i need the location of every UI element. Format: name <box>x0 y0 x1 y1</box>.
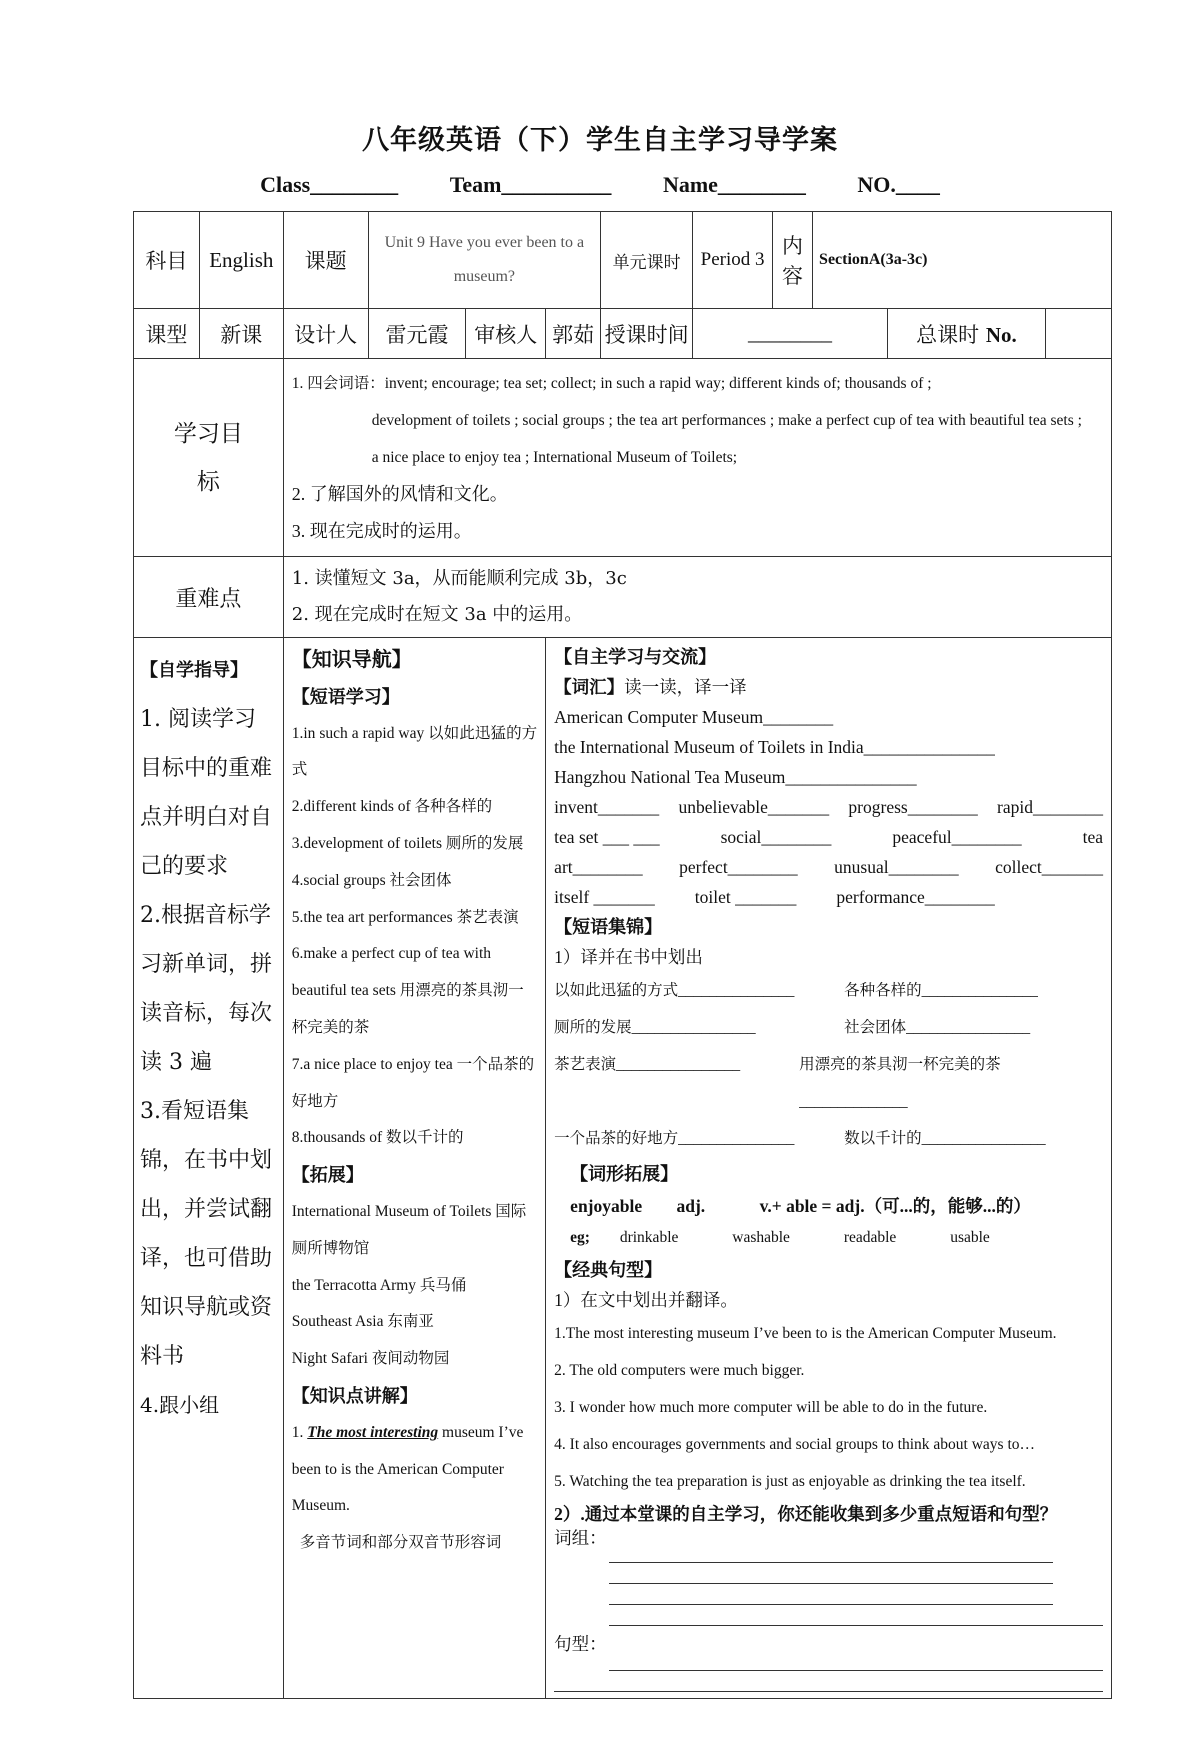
vocab-instruction: 读一读，译一译 <box>624 677 747 697</box>
designer-value: 雷元霞 <box>368 309 466 359</box>
key-content <box>283 557 1111 638</box>
word-item: collect_______ <box>995 857 1103 877</box>
time-label: 授课时间 <box>601 309 693 359</box>
topic-label: 课题 <box>283 212 368 309</box>
sentence-write-area <box>554 1632 1103 1692</box>
sentence-header: 【经典句型】 <box>554 1260 663 1280</box>
section-value: SectionA(3a-3c) <box>813 212 1112 309</box>
word-item: tea <box>1082 827 1103 847</box>
write-line[interactable] <box>609 1563 1053 1584</box>
vocab-item-3: Hangzhou National Tea Museum_______________ <box>554 767 917 787</box>
word-item: toilet _______ <box>694 887 797 907</box>
key-line-1: 1. 读懂短文 3a，从而能顺利完成 3b，3c <box>291 568 627 589</box>
guide-header: 【自学指导】 <box>140 660 248 681</box>
goal-line-5: 3. 现在完成时的运用。 <box>291 521 472 541</box>
word-row-3 <box>554 852 1103 882</box>
phrase-2: 2.different kinds of 各种各样的 <box>291 798 493 816</box>
wf-pos: adj. <box>676 1196 706 1216</box>
phrase-8: 8.thousands of 数以千计的 <box>291 1129 464 1147</box>
wf-example: usable <box>950 1229 990 1246</box>
word-item: progress________ <box>848 797 978 817</box>
wf-example: drinkable <box>619 1229 679 1246</box>
goals-label: 学习目标 <box>134 359 284 557</box>
sentence-4: 4. It also encourages governments and social groups to think about ways to… <box>554 1436 1036 1453</box>
word-item: art________ <box>554 857 643 877</box>
goal-line-2: development of toilets ; social groups ; the tea art performances ; make a perfect cup of tea with beautiful tea sets ; <box>371 412 1082 429</box>
extension-header: 【拓展】 <box>291 1165 364 1186</box>
collect-question: 2）.通过本堂课的自主学习，你还能收集到多少重点短语和句型？ <box>554 1504 1058 1524</box>
page-title: 八年级英语（下）学生自主学习导学案 <box>362 125 838 156</box>
knowledge-navigation <box>283 638 545 1699</box>
word-row-1 <box>554 792 1103 822</box>
name-field: Name________ <box>662 172 806 197</box>
phrase-blank: 数以千计的________________ <box>844 1130 1046 1147</box>
write-line[interactable] <box>609 1542 1053 1563</box>
goal-line-1: 1. 四会词语：invent; encourage; tea set; collect; in such a rapid way; different kinds of; thousands of ; <box>291 375 932 392</box>
phrase-5: 5.the tea art performances 茶艺表演 <box>291 908 519 926</box>
extension-3: Southeast Asia 东南亚 <box>291 1313 434 1331</box>
key-label: 重难点 <box>134 557 284 638</box>
knowledge-point-header: 【知识点讲解】 <box>291 1385 418 1406</box>
write-line[interactable] <box>609 1605 1103 1626</box>
sentence-label: 句型： <box>554 1634 607 1654</box>
phrase-7: 7.a nice place to enjoy tea 一个品茶的好地方 <box>291 1055 535 1110</box>
phrase-6: 6.make a perfect cup of tea with beautiful tea sets 用漂亮的茶具沏一杯完美的茶 <box>291 945 524 1036</box>
lesson-plan-table <box>133 211 1112 1699</box>
word-item: itself _______ <box>554 887 655 907</box>
word-form-header: 【词形拓展】 <box>570 1164 679 1184</box>
phrase-blank: 社会团体________________ <box>844 1019 1031 1036</box>
team-field: Team__________ <box>449 172 612 197</box>
time-value: ________ <box>693 309 888 359</box>
sentence-3: 3. I wonder how much more computer will be able to do in the future. <box>554 1399 988 1416</box>
wf-example: washable <box>732 1229 790 1246</box>
phrase-blank: 茶艺表演________________ <box>554 1056 741 1073</box>
word-item: social________ <box>720 827 832 847</box>
goals-content <box>283 359 1111 557</box>
content-label: 内容 <box>773 212 813 309</box>
word-row-4 <box>554 882 1103 912</box>
key-line-2: 2. 现在完成时在短文 3a 中的运用。 <box>291 604 583 625</box>
word-item: tea set ___ ___ <box>554 827 660 847</box>
word-item: peaceful________ <box>892 827 1022 847</box>
phrase-write-area <box>554 1528 1103 1626</box>
phrase-row-1 <box>554 972 1103 1009</box>
period-value: Period 3 <box>693 212 773 309</box>
wf-word: enjoyable <box>570 1196 643 1216</box>
reviewer-value: 郭茹 <box>546 309 601 359</box>
type-label: 课型 <box>134 309 200 359</box>
knowledge-point-1 <box>292 1415 537 1525</box>
word-item: unusual________ <box>834 857 959 877</box>
phrases-instruction: 1）译并在书中划出 <box>554 947 703 967</box>
guide-step-4: 4.跟小组 <box>140 1393 220 1417</box>
word-form-rule <box>554 1191 1103 1221</box>
sentence-1: 1.The most interesting museum I’ve been to is the American Computer Museum. <box>554 1325 1057 1342</box>
kp-highlight: The most interesting <box>307 1423 439 1441</box>
sentence-5: 5. Watching the tea preparation is just as enjoyable as drinking the tea itself. <box>554 1473 1026 1490</box>
kp-text: museum I’ve been to is the American Computer Museum. <box>291 1423 524 1515</box>
self-study-guide <box>134 638 284 1699</box>
words-label: 词组： <box>554 1528 607 1548</box>
write-line[interactable] <box>554 1671 1103 1692</box>
unit-label: 单元课时 <box>601 212 693 309</box>
wf-eg: eg; <box>570 1229 590 1246</box>
word-item: invent_______ <box>554 797 660 817</box>
extension-1: International Museum of Toilets 国际厕所博物馆 <box>291 1202 527 1257</box>
kp-number: 1. <box>291 1423 304 1441</box>
self-study-exchange <box>546 638 1112 1699</box>
wf-example: readable <box>843 1229 897 1246</box>
phrase-blank: 一个品茶的好地方_______________ <box>554 1130 795 1147</box>
sentence-2: 2. The old computers were much bigger. <box>554 1362 805 1379</box>
vocab-item-1: American Computer Museum________ <box>554 707 834 727</box>
wf-rule: v.+ able = adj.（可...的，能够...的） <box>759 1196 1031 1216</box>
extension-2: the Terracotta Army 兵马俑 <box>291 1276 467 1294</box>
number-field: NO.____ <box>857 172 940 197</box>
write-line[interactable] <box>609 1650 1103 1671</box>
phrase-1: 1.in such a rapid way 以如此迅猛的方式 <box>291 724 538 779</box>
extension-4: Night Safari 夜间动物园 <box>291 1350 450 1368</box>
total-label <box>888 309 1046 359</box>
subject-label: 科目 <box>134 212 200 309</box>
phrase-4: 4.social groups 社会团体 <box>291 871 452 889</box>
phrase-row-4 <box>554 1120 1103 1157</box>
knowledge-point-2: 多音节词和部分双音节形容词 <box>299 1534 502 1552</box>
word-item: rapid________ <box>997 797 1103 817</box>
phrase-row-3 <box>554 1046 1103 1120</box>
phrase-blank: 用漂亮的茶具沏一杯完美的茶______________ <box>799 1056 1001 1110</box>
guide-step-1: 1. 阅读学习目标中的重难点并明白对自己的要求 <box>140 707 273 879</box>
designer-label: 设计人 <box>283 309 368 359</box>
exchange-header: 【自主学习与交流】 <box>554 647 717 667</box>
guide-step-3: 3.看短语集锦，在书中划出，并尝试翻译，也可借助知识导航或资料书 <box>140 1099 273 1369</box>
word-item: performance________ <box>836 887 995 907</box>
phrase-study-header: 【短语学习】 <box>291 686 400 707</box>
vocab-item-2: the International Museum of Toilets in India_______________ <box>554 737 995 757</box>
nav-header: 【知识导航】 <box>291 649 412 671</box>
blank-cell <box>1045 309 1111 359</box>
guide-step-2: 2.根据音标学习新单词，拼读音标，每次读 3 遍 <box>140 903 273 1075</box>
goal-line-4: 2. 了解国外的风情和文化。 <box>291 484 508 504</box>
student-info <box>0 172 1200 198</box>
phrase-blank: 厕所的发展________________ <box>554 1019 756 1036</box>
phrase-row-2 <box>554 1009 1103 1046</box>
phrase-blank: 各种各样的_______________ <box>844 982 1038 999</box>
word-item: unbelievable_______ <box>678 797 830 817</box>
word-row-2 <box>554 822 1103 852</box>
total-label-text: 总课时 <box>916 322 980 347</box>
class-field: Class________ <box>260 172 399 197</box>
total-value: No. <box>985 322 1017 347</box>
topic-value: Unit 9 Have you ever been to a museum? <box>368 212 601 309</box>
write-line[interactable] <box>609 1584 1053 1605</box>
phrase-3: 3.development of toilets 厕所的发展 <box>291 834 524 852</box>
phrases-header: 【短语集锦】 <box>554 917 663 937</box>
reviewer-label: 审核人 <box>466 309 546 359</box>
sentence-instruction: 1）在文中划出并翻译。 <box>554 1290 738 1310</box>
type-value: 新课 <box>199 309 283 359</box>
subject-value: English <box>199 212 283 309</box>
word-form-examples <box>554 1221 1103 1255</box>
word-item: perfect________ <box>679 857 798 877</box>
vocab-header: 【词汇】 <box>554 677 625 697</box>
goal-line-3: a nice place to enjoy tea ; International Museum of Toilets; <box>371 449 738 466</box>
phrase-blank: 以如此迅猛的方式_______________ <box>554 982 795 999</box>
